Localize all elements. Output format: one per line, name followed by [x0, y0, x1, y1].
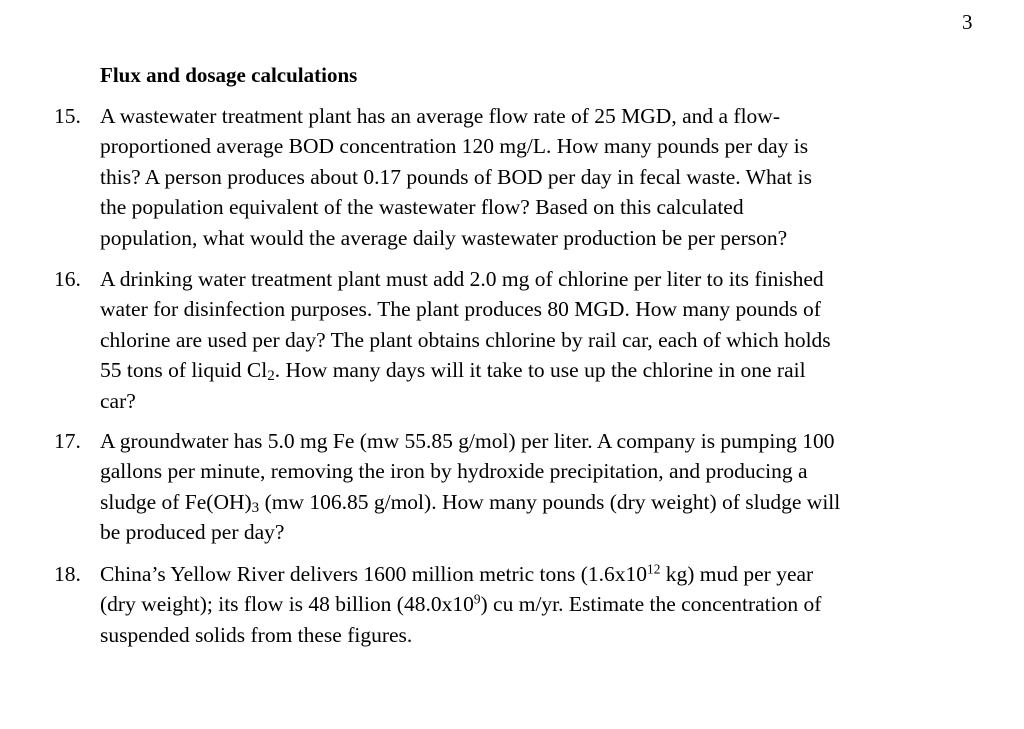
question-number: 15.: [54, 104, 81, 128]
text-line: [100, 355, 831, 385]
question-text: [100, 559, 821, 650]
text-line: A groundwater has 5.0 mg Fe (mw 55.85 g/mol) per liter. A company is pumping 100: [100, 429, 835, 453]
text-line: the population equivalent of the wastewater flow? Based on this calculated: [100, 195, 744, 220]
text-segment: kg) mud per year: [660, 562, 814, 586]
question-number: 16.: [54, 267, 81, 291]
text-line: [100, 487, 840, 517]
text-line: proportioned average BOD concentration 120 mg/L. How many pounds per day is: [100, 134, 809, 159]
text-line: car?: [100, 388, 136, 413]
text-segment: (dry weight); its flow is 48 billion (48.0x10: [100, 592, 474, 617]
text-line: this? A person produces about 0.17 pounds of BOD per day in fecal waste. What is: [100, 164, 812, 189]
text-line: population, what would the average daily wastewater production be per person?: [100, 225, 788, 250]
superscript: 12: [647, 561, 661, 577]
text-line: gallons per minute, removing the iron by hydroxide precipitation, and producing a: [100, 459, 808, 484]
subscript: 3: [251, 499, 260, 516]
question-number: 17.: [54, 429, 81, 453]
section-title: Flux and dosage calculations: [100, 63, 358, 87]
text-line: [100, 559, 821, 589]
text-line: chlorine are used per day? The plant obtains chlorine by rail car, each of which holds: [100, 327, 831, 352]
text-segment: ) cu m/yr. Estimate the concentration of: [480, 592, 822, 617]
question-number: 18.: [54, 562, 81, 586]
text-line: [100, 589, 821, 619]
page-number: 3: [962, 10, 973, 34]
text-segment: sludge of Fe(OH): [100, 489, 252, 514]
text-line: be produced per day?: [100, 520, 285, 545]
text-line: A drinking water treatment plant must add 2.0 mg of chlorine per liter to its finished: [100, 267, 824, 291]
subscript: 2: [267, 368, 275, 385]
superscript: 9: [473, 592, 481, 608]
text-segment: China’s Yellow River delivers 1600 million metric tons (1.6x10: [100, 562, 648, 586]
text-segment: (mw 106.85 g/mol). How many pounds (dry weight) of sludge will: [259, 489, 841, 514]
question-text: [100, 101, 812, 253]
question-text: [100, 426, 840, 548]
text-segment: 55 tons of liquid Cl: [100, 358, 268, 383]
text-line: A wastewater treatment plant has an average flow rate of 25 MGD, and a flow-: [100, 104, 780, 128]
text-line: water for disinfection purposes. The plant produces 80 MGD. How many pounds of: [100, 297, 821, 322]
question-text: [100, 264, 831, 416]
text-segment: . How many days will it take to use up the chlorine in one rail: [274, 358, 806, 383]
text-line: suspended solids from these figures.: [100, 622, 413, 647]
